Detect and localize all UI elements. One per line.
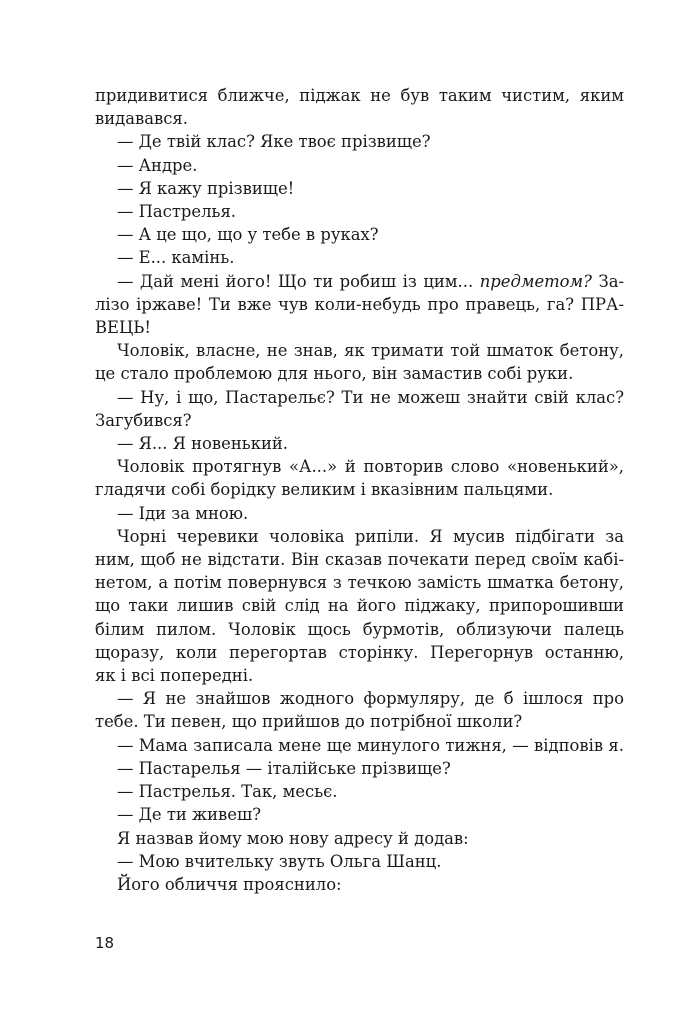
dialogue-line: — Я кажу прізвище! xyxy=(117,178,295,198)
text-line: білим пилом. Чоловік щось бурмотів, облизуючи палець xyxy=(95,619,624,639)
dialogue-line xyxy=(95,270,624,293)
page-number: 18 xyxy=(95,934,115,952)
text-line: щоразу, коли перегортав сторінку. Перегорнув останню, xyxy=(95,642,624,662)
text-line: Чорні черевики чоловіка рипіли. Я мусив підбігати за xyxy=(117,526,624,546)
text-line: видавався. xyxy=(95,109,188,129)
text-line: Його обличчя прояснило: xyxy=(117,874,342,894)
text-line: Загубився? xyxy=(95,410,192,430)
text-segment: — Дай мені його! Що ти робиш із цим... xyxy=(117,271,474,291)
italic-word: предметом? xyxy=(479,271,592,291)
dialogue-line: — Пастрелья. Так, месьє. xyxy=(117,782,338,802)
dialogue-line: — Мама записала мене ще минулого тижня, — відповів я. xyxy=(117,735,624,755)
dialogue-line: — Іди за мною. xyxy=(117,503,249,523)
text-line: Чоловік, власне, не знав, як тримати той шматок бетону, xyxy=(117,341,624,361)
dialogue-line: — Андре. xyxy=(117,155,198,175)
dialogue-line: — Мою вчительку звуть Ольга Шанц. xyxy=(117,851,442,871)
text-line: нетом, а потім повернувся з течкою замість шматка бетону, xyxy=(95,573,624,593)
dialogue-line: — А це що, що у тебе в руках? xyxy=(117,225,379,245)
text-line: гладячи собі борідку великим і вказівним пальцями. xyxy=(95,480,554,500)
text-line: лізо іржаве! Ти вже чув коли-небудь про правець, га? ПРА- xyxy=(95,294,624,314)
dialogue-line: — Я не знайшов жодного формуляру, де б ішлося про xyxy=(117,689,624,709)
dialogue-line: — Пастрелья. xyxy=(117,202,236,222)
text-line: ВЕЦЬ! xyxy=(95,318,151,338)
text-line: як і всі попередні. xyxy=(95,666,254,686)
dialogue-line: — Ну, і що, Пастарельє? Ти не можеш знайти свій клас? xyxy=(117,387,624,407)
text-line: це стало проблемою для нього, він замастив собі руки. xyxy=(95,364,574,384)
text-segment: За- xyxy=(591,271,624,291)
text-line: Чоловік протягнув «А...» й повторив слово «новенький», xyxy=(117,457,624,477)
text-line: що таки лишив свій слід на його піджаку, припорошивши xyxy=(95,596,624,616)
text-line: тебе. Ти певен, що прийшов до потрібної школи? xyxy=(95,712,523,732)
text-line: придивитися ближче, піджак не був таким чистим, яким xyxy=(95,86,624,105)
body-text xyxy=(95,84,624,896)
text-line: Я назвав йому мою нову адресу й додав: xyxy=(117,828,469,848)
dialogue-line: — Де твій клас? Яке твоє прізвище? xyxy=(117,132,431,152)
text-line: ним, щоб не відстати. Він сказав почекати перед своїм кабі- xyxy=(95,550,624,570)
dialogue-line: — Пастарелья — італійське прізвище? xyxy=(117,758,451,778)
dialogue-line: — Я... Я новенький. xyxy=(117,434,288,454)
dialogue-line: — Е... камінь. xyxy=(117,248,235,268)
dialogue-line: — Де ти живеш? xyxy=(117,805,261,825)
